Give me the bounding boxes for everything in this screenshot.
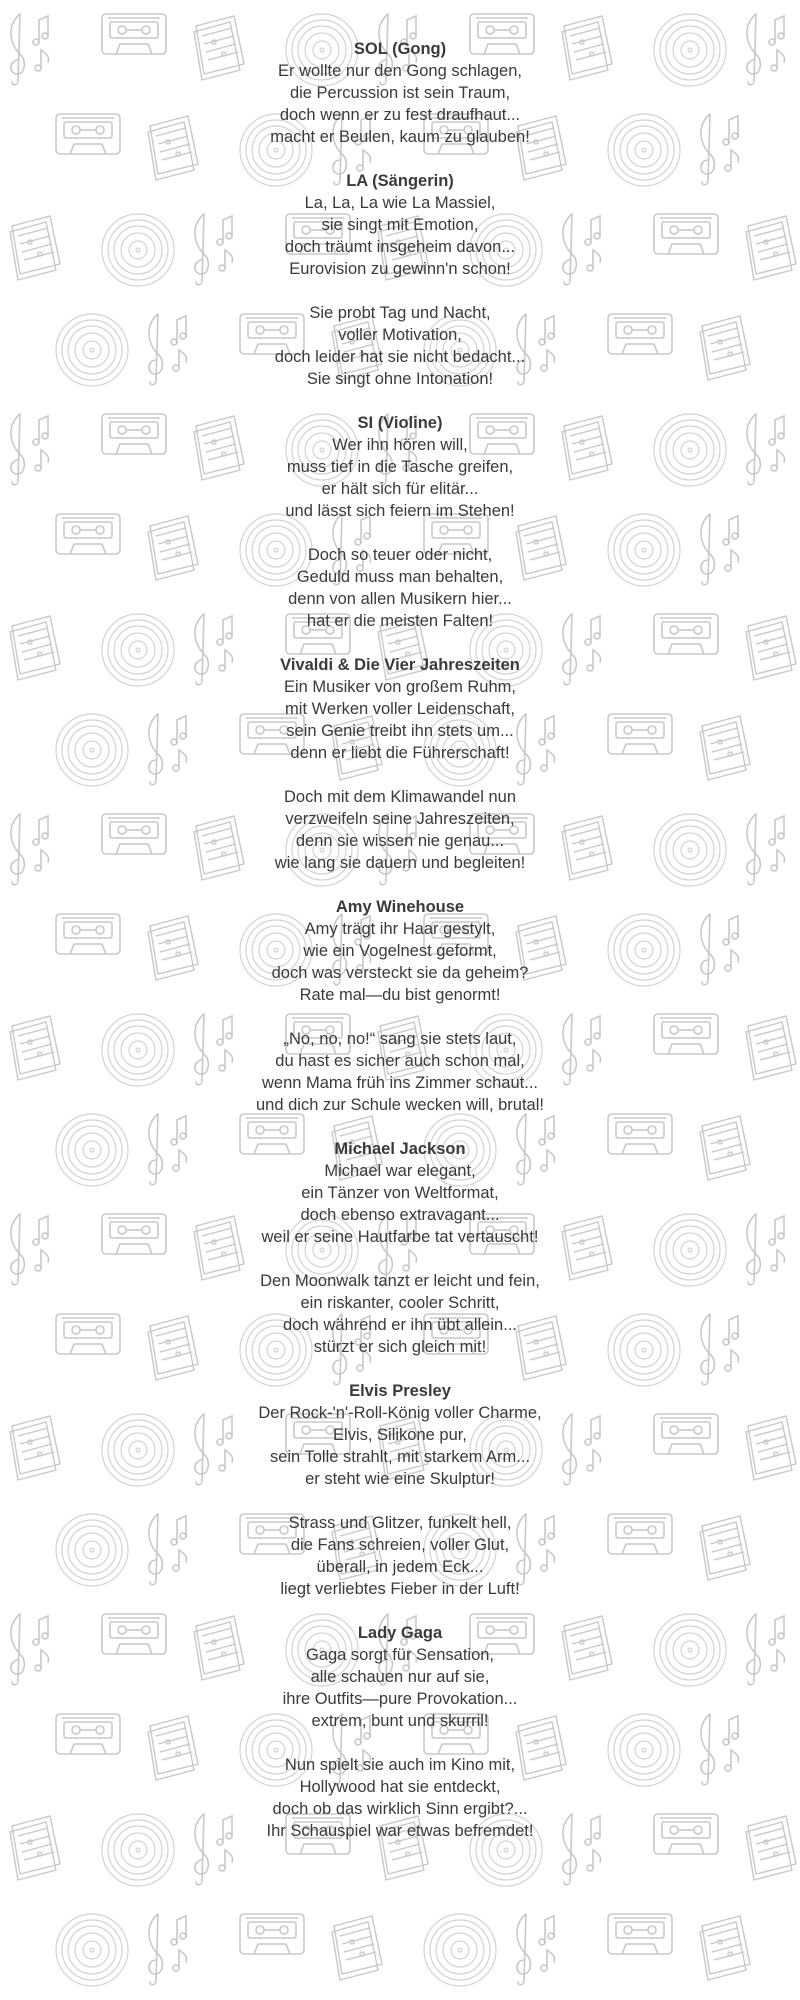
poem-line: Michael war elegant,: [324, 1162, 476, 1180]
stanza-title: Lady Gaga: [357, 1624, 443, 1642]
poem-line: Strass und Glitzer, funkelt hell,: [288, 1514, 512, 1532]
stanza-title: Amy Winehouse: [335, 898, 465, 916]
poem-line: Wer ihn hören will,: [332, 436, 468, 454]
poem-line: denn er liebt die Führerschaft!: [290, 744, 510, 762]
stanza: [0, 896, 800, 1006]
stanza-title: SI (Violine): [357, 414, 443, 432]
vinyl-record-icon: [56, 1914, 128, 1986]
stanza: [0, 544, 800, 632]
stanza-title: Elvis Presley: [349, 1382, 451, 1400]
treble-clef-icon: [149, 1914, 187, 1985]
sheet-music-icon: [700, 1916, 750, 1980]
poem-line: die Fans schreien, voller Glut,: [290, 1536, 510, 1554]
stanza: [0, 654, 800, 764]
sheet-music-icon: [332, 1916, 382, 1980]
poem-line: wie ein Vogelnest geformt,: [303, 942, 497, 960]
poem-line: hat er die meisten Falten!: [306, 612, 494, 630]
poem-line: und dich zur Schule wecken will, brutal!: [256, 1096, 544, 1114]
stanza: [0, 1380, 800, 1490]
poem-line: sein Genie treibt ihn stets um...: [286, 722, 514, 740]
poem-line: Elvis, Silikone pur,: [333, 1426, 467, 1444]
poem-line: doch ebenso extravagant...: [300, 1206, 500, 1224]
poem-line: denn von allen Musikern hier...: [288, 590, 512, 608]
poem-line: doch ob das wirklich Sinn ergibt?...: [272, 1800, 528, 1818]
poem-line: ein riskanter, cooler Schritt,: [300, 1294, 500, 1312]
poem-line: Gaga sorgt für Sensation,: [305, 1646, 495, 1664]
poem-line: muss tief in die Tasche greifen,: [286, 458, 514, 476]
poem-line: Ihr Schauspiel war etwas befremdet!: [266, 1822, 534, 1840]
poem-line: und lässt sich feiern im Stehen!: [285, 502, 515, 520]
poem-line: Den Moonwalk tanzt er leicht und fein,: [260, 1272, 540, 1290]
poem-line: Der Rock-'n'-Roll-König voller Charme,: [258, 1404, 542, 1422]
stanza-title: Vivaldi & Die Vier Jahreszeiten: [280, 656, 520, 674]
poem-line: denn sie wissen nie genau...: [295, 832, 505, 850]
poem-line: überall, in jedem Eck...: [316, 1558, 484, 1576]
poem-line: Amy trägt ihr Haar gestylt,: [304, 920, 496, 938]
stanza: [0, 412, 800, 522]
poem-line: die Percussion ist sein Traum,: [289, 84, 511, 102]
stanza: [0, 1028, 800, 1116]
poem-line: Sie singt ohne Intonation!: [306, 370, 494, 388]
poem-line: Er wollte nur den Gong schlagen,: [278, 62, 522, 80]
stanza: [0, 302, 800, 390]
poem-line: La, La, La wie La Massiel,: [304, 194, 496, 212]
poem-line: verzweifeln seine Jahreszeiten,: [285, 810, 515, 828]
poem-line: Geduld muss man behalten,: [296, 568, 504, 586]
stanza: [0, 1622, 800, 1732]
stanza: [0, 1754, 800, 1842]
cassette-icon: [608, 1914, 672, 1954]
poem-line: stürzt er sich gleich mit!: [313, 1338, 487, 1356]
poem-line: doch wenn er zu fest draufhaut...: [279, 106, 521, 124]
poem-line: Rate mal—du bist genormt!: [299, 986, 501, 1004]
poem-line: Doch mit dem Klimawandel nun: [283, 788, 517, 806]
poem-line: doch leider hat sie nicht bedacht...: [274, 348, 526, 366]
poem-line: sein Tolle strahlt, mit starkem Arm...: [269, 1448, 531, 1466]
poem-line: weil er seine Hautfarbe tat vertauscht!: [261, 1228, 539, 1246]
stanza: [0, 170, 800, 280]
poem-line: alle schauen nur auf sie,: [310, 1668, 490, 1686]
poem-line: er steht wie eine Skulptur!: [305, 1470, 495, 1488]
poem-line: doch während er ihn übt allein...: [283, 1316, 517, 1334]
stanza: [0, 1512, 800, 1600]
poem-text: [0, 38, 800, 1864]
poem-line: Nun spielt sie auch im Kino mit,: [284, 1756, 516, 1774]
stanza: [0, 786, 800, 874]
stanza-title: SOL (Gong): [353, 40, 447, 58]
poem-line: „No, no, no!“ sang sie stets laut,: [283, 1030, 517, 1048]
stanza: [0, 1270, 800, 1358]
poem-line: er hält sich für elitär...: [321, 480, 479, 498]
poem-line: sie singt mit Emotion,: [321, 216, 479, 234]
stanza-title: LA (Sängerin): [346, 172, 454, 190]
poem-line: voller Motivation,: [338, 326, 462, 344]
poem-line: Doch so teuer oder nicht,: [307, 546, 493, 564]
vinyl-record-icon: [424, 1914, 496, 1986]
poem-line: wie lang sie dauern und begleiten!: [274, 854, 526, 872]
treble-clef-icon: [517, 1914, 555, 1985]
poem-line: Hollywood hat sie entdeckt,: [299, 1778, 501, 1796]
stanza: [0, 38, 800, 148]
poem-line: liegt verliebtes Fieber in der Luft!: [280, 1580, 520, 1598]
poem-line: du hast es sicher auch schon mal,: [275, 1052, 525, 1070]
poem-line: Ein Musiker von großem Ruhm,: [284, 678, 516, 696]
poem-line: Sie probt Tag und Nacht,: [309, 304, 491, 322]
poem-line: ihre Outfits—pure Provokation...: [282, 1690, 518, 1708]
poem-line: doch träumt insgeheim davon...: [284, 238, 516, 256]
stanza-title: Michael Jackson: [334, 1140, 466, 1158]
poem-line: Eurovision zu gewinn'n schon!: [289, 260, 511, 278]
cassette-icon: [240, 1914, 304, 1954]
poem-line: ein Tänzer von Weltformat,: [301, 1184, 499, 1202]
poem-line: extrem, bunt und skurril!: [311, 1712, 489, 1730]
poem-line: mit Werken voller Leidenschaft,: [285, 700, 515, 718]
stanza: [0, 1138, 800, 1248]
poem-line: wenn Mama früh ins Zimmer schaut...: [261, 1074, 538, 1092]
poem-line: doch was versteckt sie da geheim?: [271, 964, 529, 982]
poem-line: macht er Beulen, kaum zu glauben!: [270, 128, 530, 146]
